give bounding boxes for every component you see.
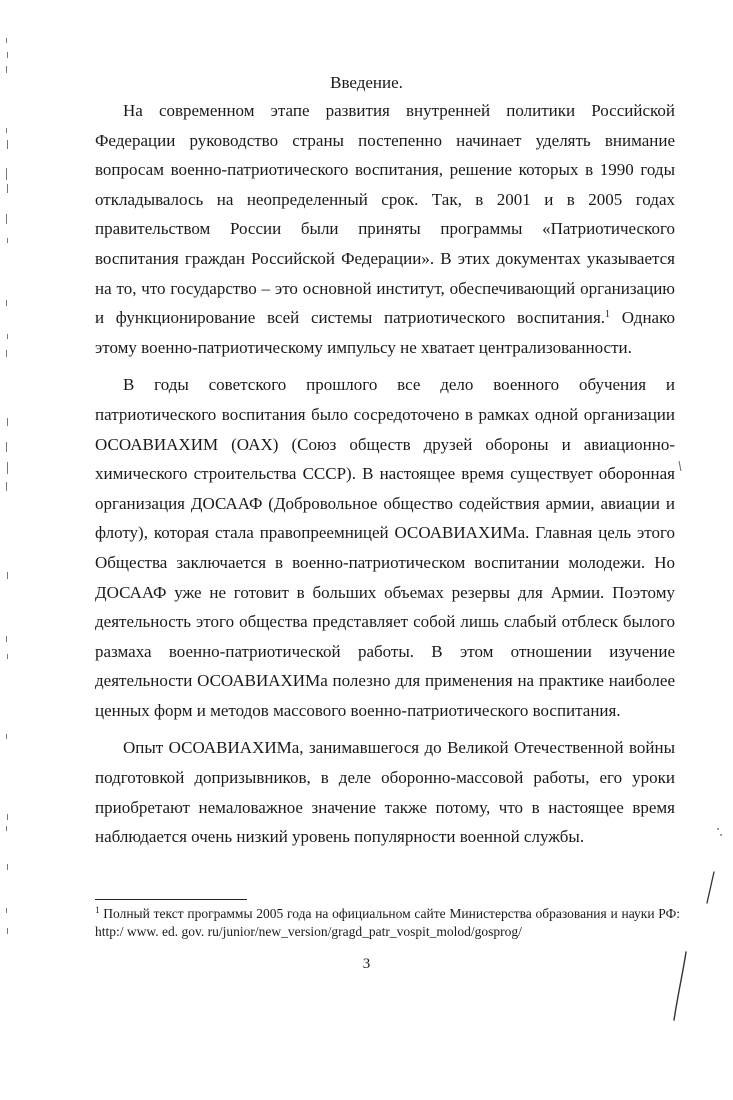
- paragraph-1: [95, 96, 675, 362]
- margin-dot-mark: [715, 826, 725, 838]
- section-heading: Введение.: [330, 73, 403, 92]
- pen-stroke-mark-large: [668, 950, 692, 1022]
- footnote-reference[interactable]: 1: [605, 309, 611, 321]
- body-text: [95, 96, 675, 860]
- footnote-text: Полный текст программы 2005 года на официальном сайте Министерства образования и науки РФ: http:/ www. ed. gov. ru/junior/new_version/gragd_patr_vospit_molod/gosprog/: [95, 906, 680, 939]
- paragraph-3: Опыт ОСОАВИАХИМа, занимавшегося до Великой Отечественной войны подготовкой допризывников, в деле оборонно-массовой работы, его уроки приобретают немаловажное значение также потому, что в настоящее время наблюдается очень низкий уровень популярности военной службы.: [95, 738, 675, 847]
- paragraph-1-text-continued: Однако этому военно-патриотическому импульсу не хватает централизованности.: [95, 308, 675, 357]
- footnote: [95, 905, 680, 941]
- footnote-marker: 1: [95, 905, 100, 915]
- pen-stroke-mark: [700, 870, 720, 906]
- page-number: 3: [362, 956, 371, 972]
- paragraph-2: В годы советского прошлого все дело военного обучения и патриотического воспитания было сосредоточено в рамках одной организации ОСОАВИАХИМ (ОАХ) (Союз обществ друзей обороны и авиационно-химического строительства СССР). В настоящее время существует оборонная организация ДОСААФ (Добровольное общество содействия армии, авиации и флоту), которая стала правопреемницей ОСОАВИАХИМа. Главная цель этого Общества заключается в военно-патриотическом воспитании молодежи. Но ДОСААФ уже не готовит в больших объемах резервы для Армии. Поэтому деятельность этого общества представляет собой лишь слабый отблеск былого размаха военно-патриотической работы. В этом отношении изучение деятельности ОСОАВИАХИМа полезно для применения на практике наиболее ценных форм и методов массового военно-патриотического воспитания.: [95, 375, 675, 720]
- footnote-divider: [95, 899, 247, 900]
- margin-tick-mark: [676, 460, 684, 472]
- paragraph-1-text: На современном этапе развития внутренней политики Российской Федерации руководство страны постепенно начинает уделять внимание вопросам военно-патриотического воспитания, решение которых в 1990 годы откладывалось на неопределенный срок. Так, в 2001 и в 2005 годах правительством России были приняты программы «Патриотического воспитания граждан Российской Федерации». В этих документах указывается на то, что государство – это основной институт, обеспечивающий организацию и функционирование всей системы патриотического воспитания.: [95, 101, 675, 328]
